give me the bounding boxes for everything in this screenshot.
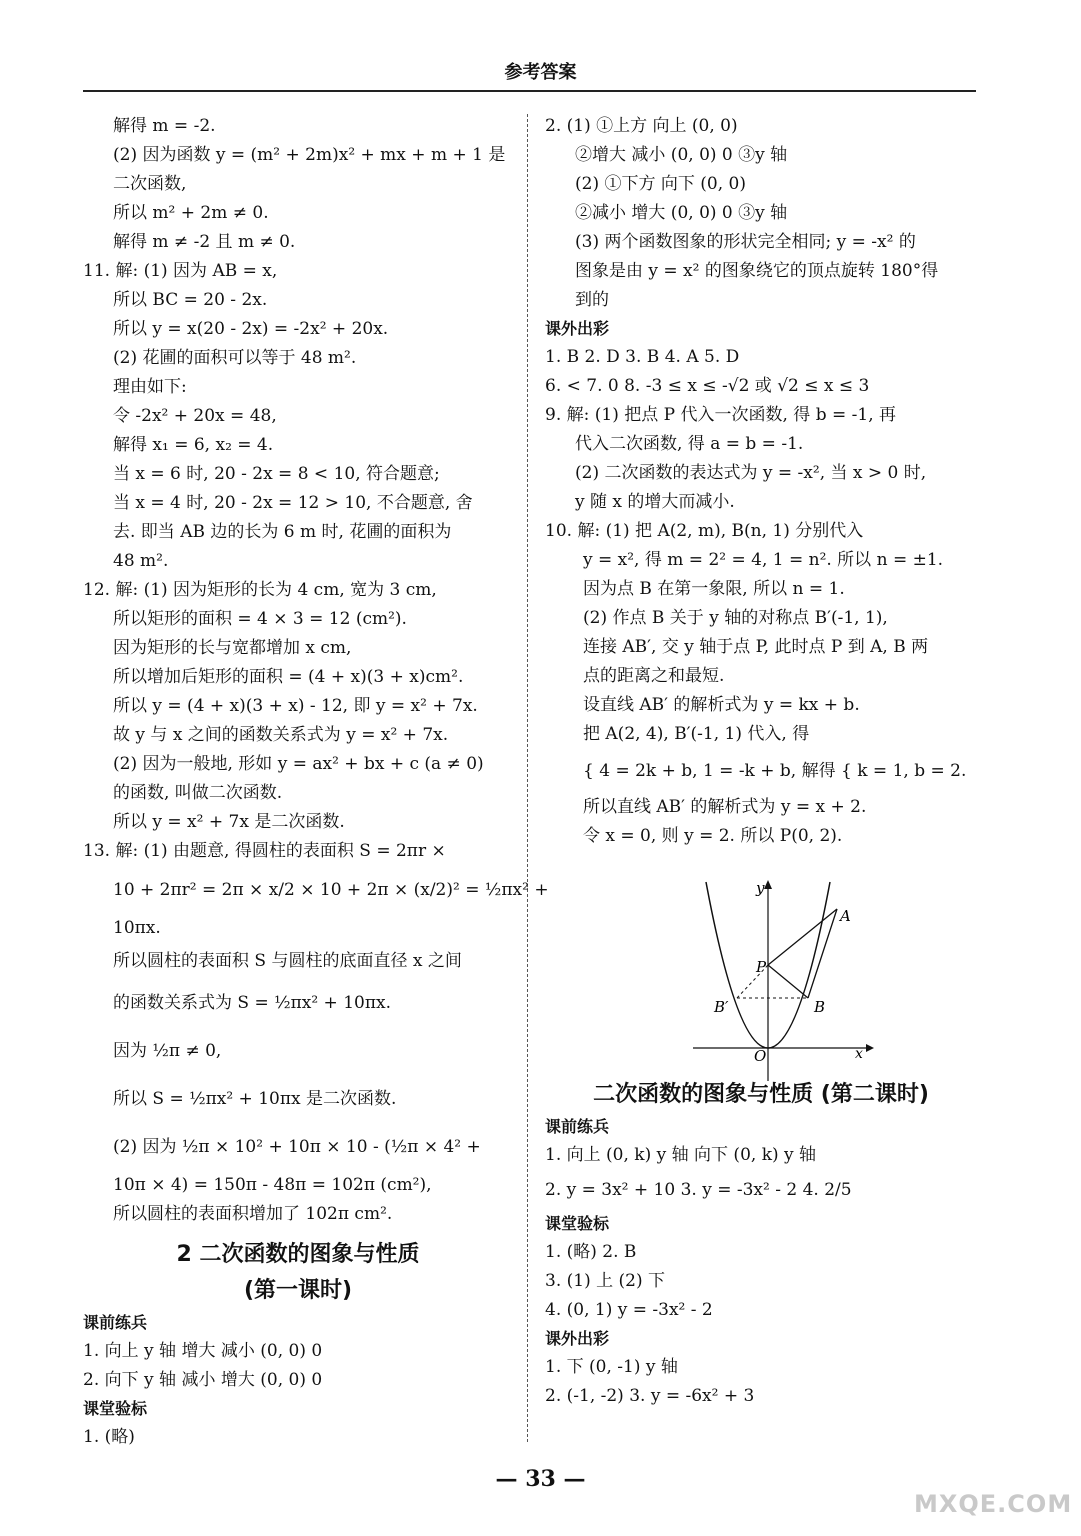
text-line: (2) 作点 B 关于 y 轴的对称点 B′(-1, 1), (583, 608, 888, 628)
parabola-graph (688, 877, 874, 1083)
text-line: 11. 解: (1) 因为 AB = x, (83, 261, 278, 281)
text-line: (2) 因为一般地, 形如 y = ax² + bx + c (a ≠ 0) (113, 754, 484, 774)
text-line: 代入二次函数, 得 a = b = -1. (575, 434, 804, 454)
text-line: 4. (0, 1) y = -3x² - 2 (545, 1300, 713, 1320)
text-line: (2) ①下方 向下 (0, 0) (575, 174, 746, 194)
text-line: 的函数, 叫做二次函数. (113, 783, 283, 803)
line-pb (768, 965, 808, 998)
text-line: 所以增加后矩形的面积 = (4 + x)(3 + x)cm². (113, 667, 464, 687)
text-line: 所以 m² + 2m ≠ 0. (113, 203, 269, 223)
text-line: 令 x = 0, 则 y = 2. 所以 P(0, 2). (583, 826, 843, 846)
text-line: 所以 y = x² + 7x 是二次函数. (113, 812, 345, 832)
text-line: 去. 即当 AB 边的长为 6 m 时, 花圃的面积为 (113, 522, 452, 542)
text-line: y 随 x 的增大而减小. (575, 492, 735, 512)
page-header: 参考答案 (504, 62, 577, 83)
section-title: 2 二次函数的图象与性质 (176, 1242, 420, 1267)
y-axis-arrow (764, 880, 772, 889)
text-line: 解得 x₁ = 6, x₂ = 4. (113, 435, 274, 455)
section-heading: 课堂验标 (83, 1399, 148, 1418)
text-line: 理由如下: (113, 377, 187, 397)
text-line: 2. 向下 y 轴 减小 增大 (0, 0) 0 (83, 1370, 323, 1390)
text-line: 10 + 2πr² = 2π × x/2 × 10 + 2π × (x/2)² = ½πx² + (113, 880, 549, 900)
text-line: 2. y = 3x² + 10 3. y = -3x² - 2 4. 2/5 (545, 1180, 852, 1200)
text-line: 所以 y = (4 + x)(3 + x) - 12, 即 y = x² + 7x. (113, 696, 478, 716)
text-line: 因为点 B 在第一象限, 所以 n = 1. (583, 579, 845, 599)
text-line: 12. 解: (1) 因为矩形的长为 4 cm, 宽为 3 cm, (83, 580, 437, 600)
line-pa (768, 909, 837, 965)
text-line: 把 A(2, 4), B′(-1, 1) 代入, 得 (583, 724, 810, 744)
text-line: 10π × 4) = 150π - 48π = 102π (cm²), (113, 1175, 432, 1195)
text-line: 令 -2x² + 20x = 48, (113, 406, 277, 426)
section-heading: 课前练兵 (545, 1117, 610, 1136)
text-line: 点的距离之和最短. (583, 666, 725, 686)
label-origin: O (754, 1047, 767, 1065)
text-line: 2. (-1, -2) 3. y = -6x² + 3 (545, 1386, 755, 1406)
text-line: 解得 m = -2. (113, 116, 216, 136)
text-line: y = x², 得 m = 2² = 4, 1 = n². 所以 n = ±1. (583, 550, 944, 570)
text-line: 48 m². (113, 551, 169, 571)
text-line: 图象是由 y = x² 的图象绕它的顶点旋转 180°得 (575, 261, 939, 281)
section-heading: 课前练兵 (83, 1313, 148, 1332)
text-line: 1. 向上 (0, k) y 轴 向下 (0, k) y 轴 (545, 1145, 817, 1165)
watermark: MXQE.COM (914, 1490, 1073, 1518)
section-title: 二次函数的图象与性质 (第二课时) (593, 1082, 929, 1107)
text-line: 因为 ½π ≠ 0, (113, 1041, 222, 1061)
text-line: 1. (略) 2. B (545, 1242, 637, 1262)
x-axis-arrow (866, 1044, 874, 1052)
text-line: 所以圆柱的表面积增加了 102π cm². (113, 1204, 393, 1224)
left-column (83, 112, 549, 1452)
text-line: ②增大 减小 (0, 0) 0 ③y 轴 (575, 145, 788, 165)
text-line: 连接 AB′, 交 y 轴于点 P, 此时点 P 到 A, B 两 (583, 637, 929, 657)
text-line: (2) 二次函数的表达式为 y = -x², 当 x > 0 时, (575, 463, 927, 483)
text-line: 设直线 AB′ 的解析式为 y = kx + b. (583, 695, 860, 715)
text-line: 故 y 与 x 之间的函数关系式为 y = x² + 7x. (113, 725, 449, 745)
text-line: 1. 下 (0, -1) y 轴 (545, 1357, 678, 1377)
header-rule (83, 90, 976, 92)
text-line: 1. (略) (83, 1427, 135, 1447)
page-number: — 33 — (495, 1466, 586, 1492)
right-column (545, 112, 977, 1411)
text-line: 所以矩形的面积 = 4 × 3 = 12 (cm²). (113, 609, 407, 629)
text-line: 1. 向上 y 轴 增大 减小 (0, 0) 0 (83, 1341, 323, 1361)
label-x: x (855, 1046, 863, 1062)
text-line: 当 x = 6 时, 20 - 2x = 8 < 10, 符合题意; (113, 464, 440, 484)
label-bprime: B′ (714, 998, 729, 1016)
text-line: 所以直线 AB′ 的解析式为 y = x + 2. (583, 797, 867, 817)
section-heading: 课堂验标 (545, 1214, 610, 1233)
text-line: { 4 = 2k + b, 1 = -k + b, 解得 { k = 1, b = 2. (583, 761, 967, 781)
text-line: 到的 (575, 290, 609, 310)
text-line: 13. 解: (1) 由题意, 得圆柱的表面积 S = 2πr × (83, 841, 446, 861)
text-line: 2. (1) ①上方 向上 (0, 0) (545, 116, 738, 136)
text-line: ②减小 增大 (0, 0) 0 ③y 轴 (575, 203, 788, 223)
text-line: 10. 解: (1) 把 A(2, m), B(n, 1) 分别代入 (545, 521, 864, 541)
text-line: 所以 y = x(20 - 2x) = -2x² + 20x. (113, 319, 389, 339)
text-line: 当 x = 4 时, 20 - 2x = 12 > 10, 不合题意, 舍 (113, 493, 473, 513)
text-line: 的函数关系式为 S = ½πx² + 10πx. (113, 993, 392, 1013)
text-line: 10πx. (113, 918, 161, 938)
label-y: y (756, 879, 765, 897)
text-line: 1. B 2. D 3. B 4. A 5. D (545, 347, 740, 367)
text-line: 9. 解: (1) 把点 P 代入一次函数, 得 b = -1, 再 (545, 405, 896, 425)
text-line: (2) 花圃的面积可以等于 48 m². (113, 348, 357, 368)
section-heading: 课外出彩 (545, 1329, 610, 1348)
section-title: (第一课时) (243, 1278, 353, 1303)
text-line: 6. < 7. 0 8. -3 ≤ x ≤ -√2 或 √2 ≤ x ≤ 3 (545, 376, 870, 396)
text-line: 因为矩形的长与宽都增加 x cm, (113, 638, 352, 658)
text-line: (2) 因为 ½π × 10² + 10π × 10 - (½π × 4² + (113, 1137, 481, 1157)
text-line: 所以 BC = 20 - 2x. (113, 290, 268, 310)
column-divider (527, 114, 528, 1442)
text-line: 二次函数, (113, 174, 187, 194)
text-line: 解得 m ≠ -2 且 m ≠ 0. (113, 232, 296, 252)
section-heading: 课外出彩 (545, 319, 610, 338)
text-line: 所以 S = ½πx² + 10πx 是二次函数. (113, 1089, 397, 1109)
text-line: (2) 因为函数 y = (m² + 2m)x² + mx + m + 1 是 (113, 145, 506, 165)
text-line: 3. (1) 上 (2) 下 (545, 1271, 665, 1291)
label-b: B (814, 998, 826, 1016)
label-p: P (756, 958, 767, 976)
text-line: (3) 两个函数图象的形状完全相同; y = -x² 的 (575, 232, 916, 252)
label-a: A (840, 907, 851, 925)
text-line: 所以圆柱的表面积 S 与圆柱的底面直径 x 之间 (113, 951, 462, 971)
